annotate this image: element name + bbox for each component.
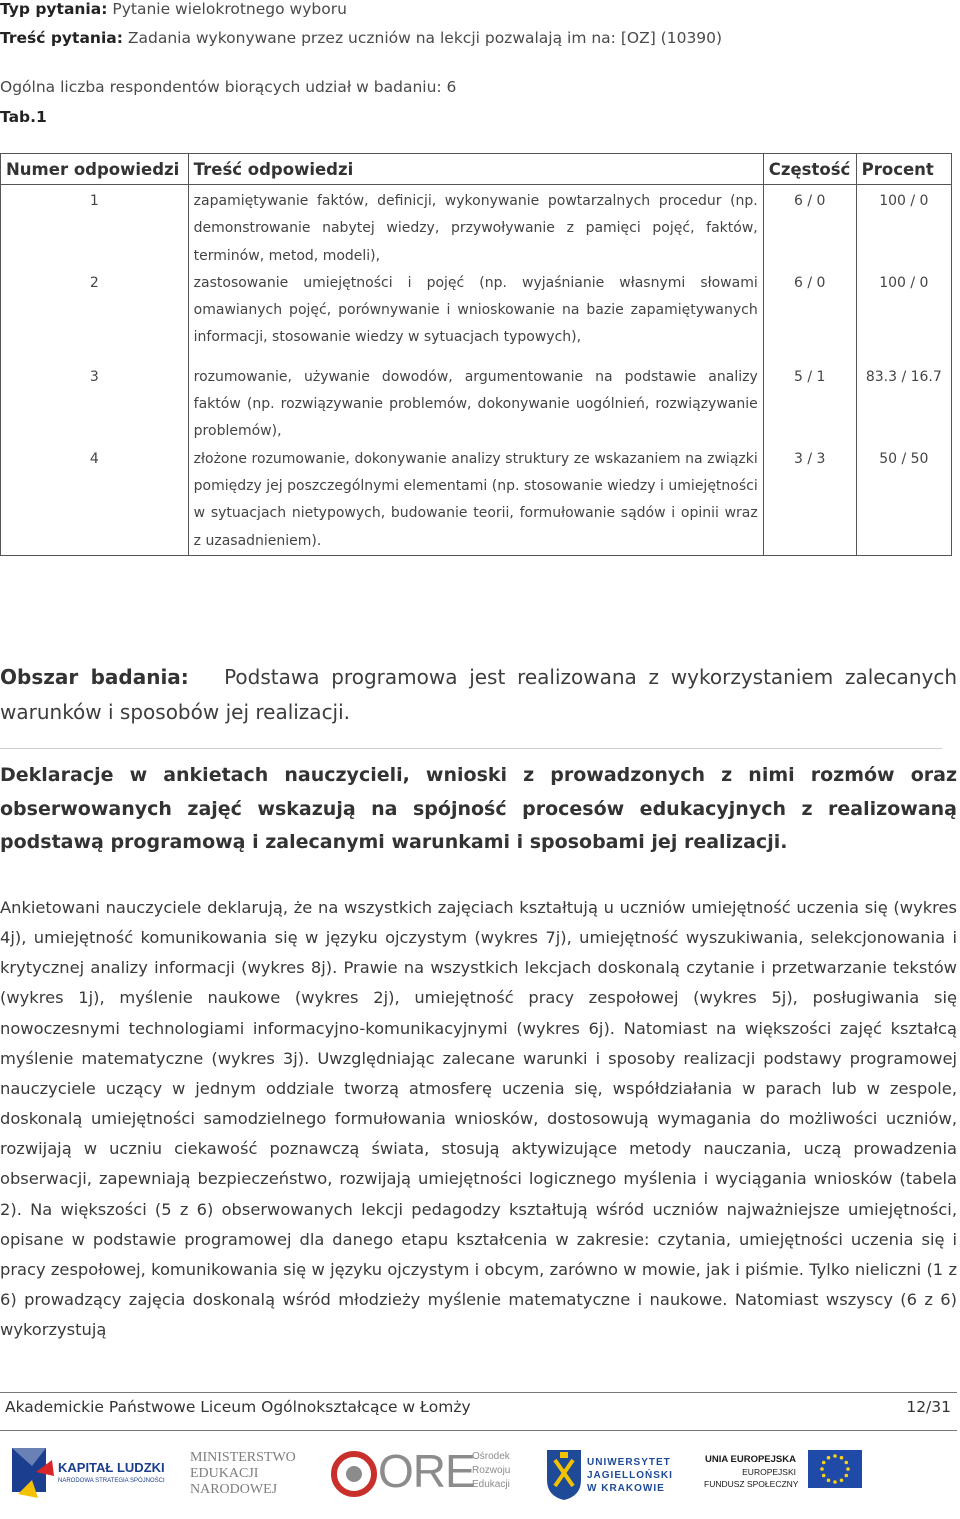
row-frequency: 5 / 1: [763, 364, 856, 446]
uj-crest-icon: [545, 1446, 583, 1502]
row-text: rozumowanie, używanie dowodów, argumentowanie na podstawie analizy faktów (np. rozwiązywanie problemów, dokonywanie uogólnień, rozwiązywanie problemów),: [188, 364, 763, 446]
uj-line-2: JAGIELLOŃSKI: [587, 1470, 673, 1481]
uj-line-3: W KRAKOWIE: [587, 1483, 665, 1494]
header-number: Numer odpowiedzi: [1, 154, 189, 185]
ore-emblem-icon: [330, 1450, 378, 1498]
row-number: 1: [1, 185, 189, 270]
row-text: złożone rozumowanie, dokonywanie analizy struktury ze wskazaniem na związki pomiędzy jej poszczególnymi elementami (np. stosowanie wiedzy i umiejętności w sytuacjach nietypowych, budowanie teorii, formułowanie sądów i opinii wraz z uzasadnieniem).: [188, 446, 763, 556]
ore-wordmark: ORE: [378, 1445, 475, 1497]
eu-logo: [704, 1436, 864, 1514]
row-text: zapamiętywanie faktów, definicji, wykonywanie powtarzalnych procedur (np. demonstrowanie nabytej wiedzy, przywoływanie z pamięci pojęć, faktów, terminów, metod, modeli),: [188, 185, 763, 270]
question-content-label: Treść pytania:: [0, 29, 123, 47]
kapital-ludzki-logo: [8, 1436, 173, 1514]
men-line-1: MINISTERSTWO: [190, 1450, 296, 1465]
research-area-text: Podstawa programowa jest realizowana z wykorzystaniem zalecanych warunków i sposobów jej realizacji.: [0, 665, 958, 724]
eu-line-3: FUNDUSZ SPOŁECZNY: [704, 1479, 799, 1489]
row-percent: 50 / 50: [856, 446, 951, 556]
men-logo: [188, 1436, 313, 1514]
row-frequency: 6 / 0: [763, 270, 856, 364]
row-number: 2: [1, 270, 189, 364]
question-content: [0, 29, 722, 47]
question-type-value: Pytanie wielokrotnego wyboru: [112, 0, 347, 18]
section-divider: [0, 748, 942, 749]
research-area-label: Obszar badania:: [0, 665, 189, 689]
footer-rule-bottom: [0, 1430, 957, 1431]
table-row: [1, 446, 952, 556]
header-content: Treść odpowiedzi: [188, 154, 763, 185]
header-percent: Procent: [856, 154, 951, 185]
footer-school: Akademickie Państwowe Liceum Ogólnokształcące w Łomży: [5, 1398, 471, 1416]
header-frequency: Częstość: [763, 154, 856, 185]
uj-logo: [545, 1436, 685, 1514]
eu-line-2: EUROPEJSKI: [742, 1467, 796, 1477]
table-header-row: [1, 154, 952, 185]
ore-line-1: Ośrodek: [472, 1451, 510, 1462]
answers-table: [0, 153, 952, 556]
table-row: [1, 270, 952, 364]
table-row: [1, 185, 952, 270]
declaration-heading: Deklaracje w ankietach nauczycieli, wnioski z prowadzonych z nimi rozmów oraz obserwowanych zajęć wskazują na spójność procesów edukacyjnych z realizowaną podstawą programową i zalecanymi warunkami i sposobami jej realizacji.: [0, 764, 957, 853]
ore-line-3: Edukacji: [472, 1479, 510, 1490]
eu-flag-icon: [808, 1450, 862, 1488]
question-type: [0, 0, 347, 18]
respondents-count: Ogólna liczba respondentów biorących udział w badaniu: 6: [0, 78, 457, 96]
row-text: zastosowanie umiejętności i pojęć (np. wyjaśnianie własnymi słowami omawianych pojęć, porównywanie i wnioskowanie na bazie zapamiętywanych informacji, stosowanie wiedzy w sytuacjach typowych),: [188, 270, 763, 364]
row-number: 3: [1, 364, 189, 446]
page-footer: [5, 1398, 951, 1416]
row-percent: 100 / 0: [856, 185, 951, 270]
question-content-value: Zadania wykonywane przez uczniów na lekcji pozwalają im na: [OZ] (10390): [127, 29, 723, 47]
question-type-label: Typ pytania:: [0, 0, 108, 18]
men-line-2: EDUKACJI: [190, 1466, 259, 1481]
row-percent: 83.3 / 16.7: [856, 364, 951, 446]
kapital-ludzki-title: KAPITAŁ LUDZKI: [58, 1460, 165, 1475]
table-row: [1, 364, 952, 446]
row-number: 4: [1, 446, 189, 556]
body-paragraph: Ankietowani nauczyciele deklarują, że na wszystkich zajęciach kształtują u uczniów umiejętność uczenia się (wykres 4j), umiejętność komunikowania się w języku ojczystym (wykres 7j), umiejętność wyszukiwania, selekcjonowania i krytycznej analizy informacji (wykres 8j). Prawie na wszystkich lekcjach doskonalą czytanie i przetwarzanie tekstów (wykres 1j), myślenie naukowe (wykres 2j), umiejętność pracy zespołowej (wykres 5j), posługiwania się nowoczesnymi technologiami informacyjno-komunikacyjnymi (wykres 6j). Natomiast na większości zajęć kształcą myślenie matematyczne (wykres 3j). Uwzględniając zalecane warunki i sposoby realizacji podstawy programowej nauczyciele uczący w jednym oddziale tworzą atmosferę uczenia się, współdziałania w parach lub w zespole, doskonalą umiejętności samodzielnego formułowania wniosków, dostosowują wymagania do możliwości uczniów, rozwijają w uczniu ciekawość poznawczą świata, stosują aktywizujące metody nauczania, uczą prowadzenia obserwacji, zapewniają bezpieczeństwo, rozwijają umiejętności logicznego myślenia i wyciągania wniosków (tabela 2). Na większości (5 z 6) obserwowanych lekcji pedagodzy kształtują wśród uczniów najważniejsze umiejętności, opisane w podstawie programowej dla danego etapu kształcenia w zakresie: czytania, umiejętności uczenia się i pracy zespołowej, komunikowania się w języku ojczystym i obcym, zarówno w mowie, jak i piśmie. Tylko nieliczni (1 z 6) prowadzący zajęcia doskonalą wśród młodzieży myślenie matematyczne i naukowe. Natomiast wszyscy (6 z 6) wykorzystują: [0, 898, 957, 1340]
row-frequency: 6 / 0: [763, 185, 856, 270]
kapital-ludzki-subtitle: NARODOWA STRATEGIA SPÓJNOŚCI: [58, 1478, 165, 1484]
sponsor-logos: [0, 1436, 960, 1516]
ore-logo: [330, 1436, 520, 1514]
footer-rule-top: [0, 1392, 957, 1393]
footer-page-number: 12/31: [906, 1398, 951, 1416]
research-area: [0, 660, 957, 730]
ore-line-2: Rozwoju: [472, 1465, 511, 1476]
kapital-ludzki-emblem-icon: [8, 1442, 56, 1502]
men-line-3: NARODOWEJ: [190, 1482, 278, 1497]
eu-line-1: UNIA EUROPEJSKA: [705, 1454, 796, 1465]
uj-line-1: UNIWERSYTET: [587, 1457, 671, 1468]
row-percent: 100 / 0: [856, 270, 951, 364]
row-frequency: 3 / 3: [763, 446, 856, 556]
table-label: Tab.1: [0, 108, 47, 126]
